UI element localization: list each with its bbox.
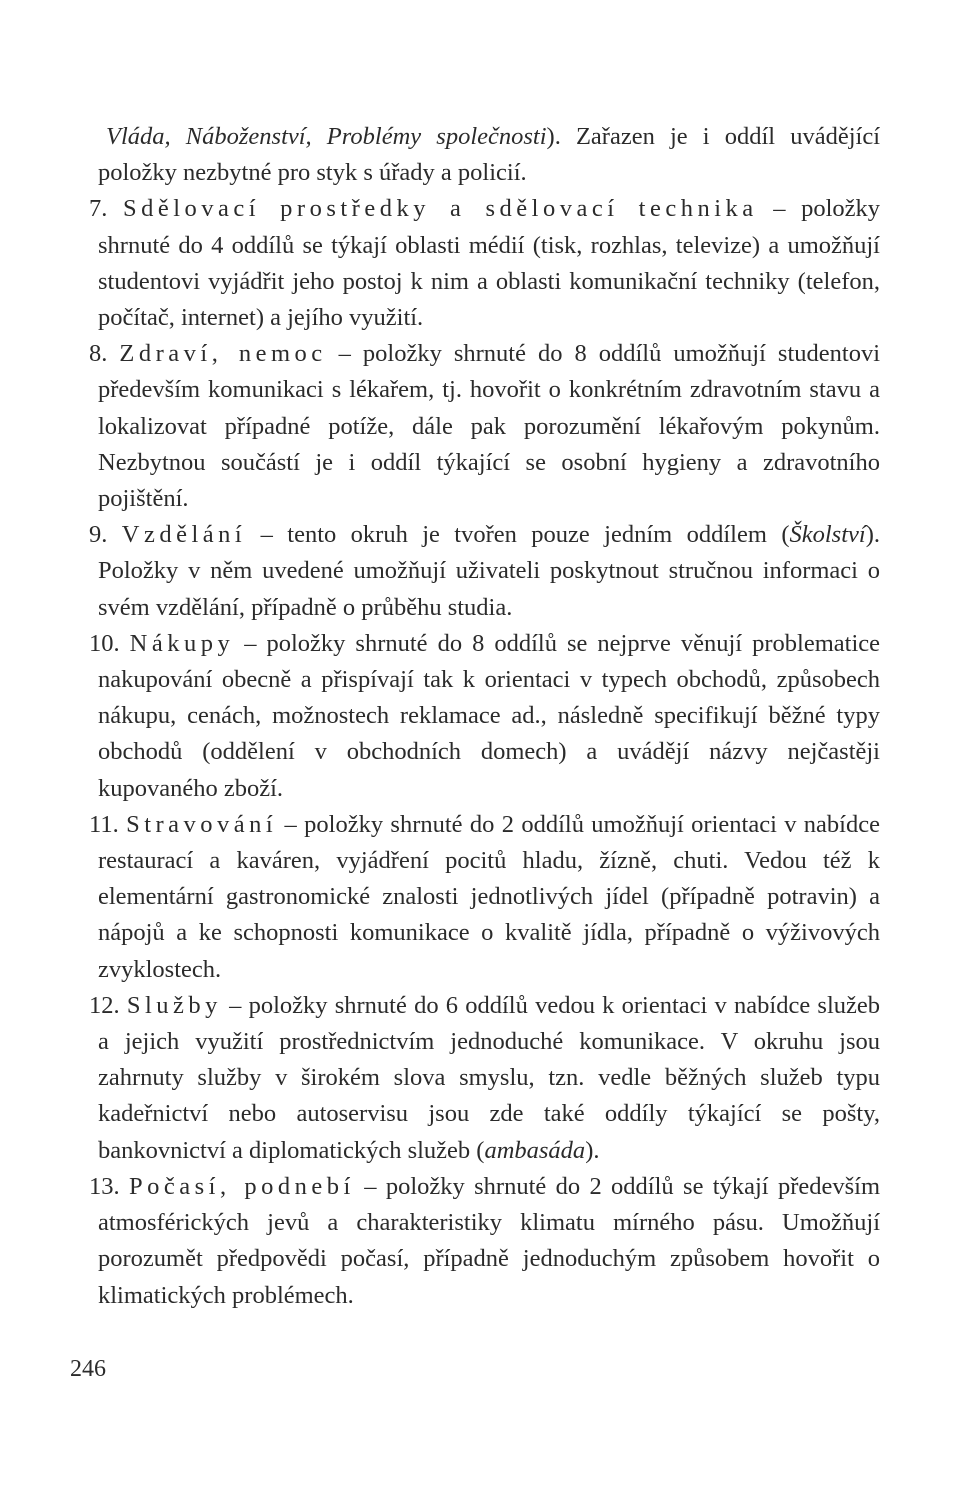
intro-italic: Vláda, Náboženství, Problémy společnosti xyxy=(106,123,547,150)
item-title: Služby xyxy=(126,991,222,1019)
item-text: – položky shrnuté do 4 oddílů se týkají oblasti médií (tisk, rozhlas, televize) a umožňují studentovi vyjádřit jeho postoj k nim a oblasti komunikační techniky (telefon, počítač, internet) a jejího využití. xyxy=(98,195,880,332)
item-number: 8. xyxy=(89,340,108,368)
item-text-after: ). Položky v něm uvedené umožňují uživateli poskytnout stručnou informaci o svém vzdělání, případně o průběhu studia. xyxy=(98,521,880,621)
item-title: Vzdělání xyxy=(121,521,247,549)
intro-paragraph xyxy=(98,119,880,191)
body-text xyxy=(89,119,881,1314)
item-title: Sdělovací prostředky a sdělovací technika xyxy=(122,195,758,223)
item-number: 13. xyxy=(89,1172,120,1200)
item-number: 7. xyxy=(89,195,108,223)
list-item-8 xyxy=(89,336,880,517)
item-italic: Školství xyxy=(789,521,866,549)
item-title: Stravování xyxy=(126,810,278,838)
item-text: – položky shrnuté do 8 oddílů se nejprve věnují problematice nakupování obecně a přispívají tak k orientaci v typech obchodů, způsobech nákupu, cenách, možnostech reklamace ad., následně specifikují běžné typy obchodů (oddělení v obchodních domech) a uvádějí názvy nejčastěji kupovaného zboží. xyxy=(98,629,880,802)
list-item-12 xyxy=(89,988,881,1169)
item-text-after: ). xyxy=(585,1136,600,1164)
intro-text: ). Zařazen je i oddíl uvádějící položky nezbytné pro styk s úřady a policií. xyxy=(98,123,880,187)
item-number: 10. xyxy=(89,629,120,657)
item-title: Počasí, podnebí xyxy=(128,1172,355,1200)
item-text: – tento okruh je tvořen pouze jedním oddílem ( xyxy=(246,521,790,549)
list-item-11 xyxy=(89,807,880,988)
item-text: – položky shrnuté do 2 oddílů se týkají především atmosférických jevů a charakteristiky klimatu mírného pásu. Umožňují porozumět předpovědi počasí, případně jednoduchým způsobem hovořit o klimatických problémech. xyxy=(98,1172,880,1309)
list-item-13 xyxy=(89,1169,880,1314)
list-item-7 xyxy=(89,191,880,336)
item-number: 12. xyxy=(89,991,120,1019)
item-number: 9. xyxy=(89,521,108,549)
item-title: Zdraví, nemoc xyxy=(119,340,327,368)
item-title: Nákupy xyxy=(129,629,235,657)
item-italic: ambasáda xyxy=(484,1136,586,1164)
item-text: – položky shrnuté do 6 oddílů vedou k orientaci v nabídce služeb a jejich využití prostřednictvím jednoduché komunikace. V okruhu jsou zahrnuty služby v širokém slova smyslu, tzn. vedle běžných služeb typu kadeřnictví nebo autoservisu jsou zde také oddíly týkající se pošty, bankovnictví a diplomatických služeb ( xyxy=(98,991,881,1164)
list-item-10 xyxy=(89,626,880,807)
list-item-9 xyxy=(89,517,880,626)
item-text: – položky shrnuté do 2 oddílů umožňují orientaci v nabídce restaurací a kaváren, vyjádření pocitů hladu, žízně, chuti. Vedou též k elementární gastronomické znalosti jednotlivých jídel (případně potravin) a nápojů a ke schopnosti komunikace o kvalitě jídla, případně o výživových zvyklostech. xyxy=(98,810,880,983)
page-number: 246 xyxy=(70,1356,106,1382)
item-text: – položky shrnuté do 8 oddílů umožňují studentovi především komunikaci s lékařem, tj. hovořit o konkrétním zdravotním stavu a lokalizovat případné potíže, dále pak porozumění lékařovým pokynům. Nezbytnou součástí je i oddíl týkající se osobní hygieny a zdravotního pojištění. xyxy=(98,340,880,513)
item-number: 11. xyxy=(89,810,119,838)
